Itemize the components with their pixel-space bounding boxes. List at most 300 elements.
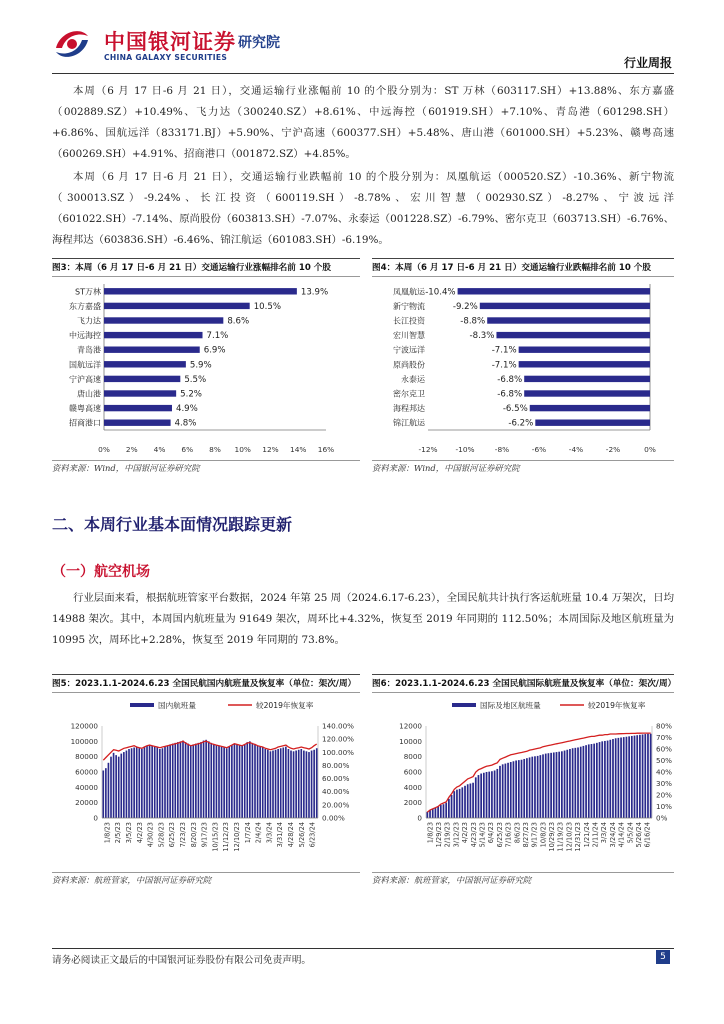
bar-30: [177, 742, 179, 818]
category-label: 宁波远洋: [393, 345, 425, 355]
bar-3: [432, 809, 434, 818]
fig4-source: 资料来源：Wind，中国银河证券研究院: [372, 463, 520, 473]
x-tick-label: 8%: [209, 445, 221, 454]
x-tick-label: -2%: [605, 445, 621, 454]
bar-6: [440, 805, 442, 818]
fig3-bottom-rule: [52, 460, 360, 461]
bar-53: [566, 750, 568, 818]
bar-19: [149, 745, 151, 818]
bar-2: [480, 303, 650, 309]
bar-48: [553, 752, 555, 818]
x-tick-label: 5/28/23: [157, 822, 166, 848]
bar-46: [218, 746, 220, 818]
data-label: -6.5%: [502, 404, 528, 415]
x-tick-label: 1/7/24: [243, 822, 252, 844]
x-tick-label: 3/12/23: [452, 821, 461, 848]
y-left-tick-label: 60000: [75, 767, 98, 777]
bar-17: [470, 784, 472, 819]
bar-3: [108, 763, 110, 818]
bar-7: [443, 804, 445, 818]
x-tick-label: 3/3/24: [265, 822, 274, 844]
bar-23: [486, 772, 488, 818]
x-tick-label: 6/23/24: [308, 822, 317, 848]
bar-13: [133, 747, 135, 818]
brand-logo: [50, 22, 350, 66]
data-label: -9.2%: [452, 301, 478, 312]
data-label: -7.1%: [491, 360, 517, 371]
bar-64: [264, 749, 266, 818]
x-tick-label: 10%: [234, 445, 251, 454]
x-tick-label: 4/14/24: [617, 822, 626, 848]
bar-32: [510, 762, 512, 818]
y-left-tick-label: 10000: [399, 736, 422, 746]
x-tick-label: 5/5/24: [626, 822, 635, 844]
bar-40: [203, 741, 205, 818]
bar-61: [588, 744, 590, 818]
y-left-tick-label: 20000: [75, 798, 98, 808]
bar-73: [620, 738, 622, 819]
category-label: 宏川智慧: [393, 331, 425, 341]
legend-label-bars: 国际及地区航班量: [480, 701, 541, 710]
bar-14: [461, 787, 463, 818]
category-label: 青岛港: [77, 345, 101, 355]
y-right-tick-label: 80.00%: [322, 760, 350, 770]
y-left-tick-label: 0: [417, 813, 422, 823]
x-tick-label: 3/24/24: [608, 822, 617, 848]
bar-37: [195, 744, 197, 818]
data-label: 8.6%: [227, 316, 250, 327]
bar-22: [156, 747, 158, 818]
bar-37: [523, 759, 525, 818]
fig6-title: 图6：2023.1.1-2024.6.23 全国民航国际航班量及恢复率（单位：架次/周）: [372, 679, 677, 689]
bar-43: [210, 743, 212, 818]
y-right-tick-label: 100.00%: [322, 747, 354, 757]
bar-22: [483, 773, 485, 818]
bar-11: [128, 749, 130, 818]
bar-63: [593, 744, 595, 818]
bar-66: [601, 741, 603, 818]
bar-9: [448, 799, 450, 818]
x-tick-label: 4/2/23: [461, 821, 470, 844]
x-tick-label: 12%: [262, 445, 279, 454]
fig4-title-rule: [372, 276, 674, 277]
fig5-title-rule: [52, 692, 360, 693]
bar-32: [182, 741, 184, 818]
bar-1: [102, 770, 104, 818]
bar-62: [259, 747, 261, 818]
x-tick-label: 6/25/23: [168, 822, 177, 848]
bar-63: [262, 747, 264, 818]
logo-english: CHINA GALAXY SECURITIES: [104, 53, 228, 62]
data-label: -7.1%: [491, 345, 517, 356]
bar-6: [104, 361, 186, 367]
bar-75: [626, 737, 628, 818]
bar-52: [234, 744, 236, 818]
bar-84: [650, 734, 652, 818]
bar-3: [487, 317, 650, 323]
bar-26: [494, 770, 496, 818]
bar-45: [545, 754, 547, 818]
bar-24: [162, 748, 164, 818]
y-left-tick-label: 100000: [70, 736, 98, 746]
fig3-title: 图3：本周（6 月 17 日-6 月 21 日）交通运输行业涨幅排名前 10 个股: [52, 263, 331, 273]
category-label: 凤凰航运: [393, 287, 425, 297]
x-tick-label: 4/2/23: [135, 822, 144, 844]
x-tick-label: 0%: [644, 445, 656, 454]
y-right-tick-label: 80%: [656, 721, 672, 731]
bar-35: [518, 760, 520, 818]
bar-72: [285, 747, 287, 818]
y-right-tick-label: 0%: [656, 813, 668, 823]
bar-23: [159, 749, 161, 818]
category-label: 飞力达: [77, 316, 101, 326]
bar-27: [169, 744, 171, 818]
category-label: 永泰运: [401, 374, 425, 384]
logo-chinese: 中国银河证券: [104, 30, 236, 54]
x-tick-label: 8/20/23: [189, 822, 198, 848]
bar-65: [267, 750, 269, 818]
bar-31: [180, 741, 182, 818]
footer-disclaimer: 请务必阅读正文最后的中国银河证券股份有限公司免责声明。: [52, 955, 312, 966]
data-label: -10.4%: [425, 287, 456, 298]
fig4-bottom-rule: [372, 460, 674, 461]
category-label: ST万林: [75, 287, 101, 297]
x-tick-label: 6/4/23: [487, 822, 496, 844]
paragraph-top-gainers: 本周（6 月 17 日-6 月 21 日），交通运输行业涨幅前 10 的个股分别为：ST 万林（603117.SH）+13.88%、东方嘉盛（002889.SZ）+10.49%、飞力达（300240.SZ）+8.61%、中远海控（601919.SH）+7.10%、青岛港（601298.SH）+6.86%、国航远洋（833171.BJ）+5.90%、宁沪高速（600377.SH）+5.48%、唐山港（601000.SH）+5.23%、赣粤高速（600269.SH）+4.91%、招商港口（001872.SZ）+4.85%。: [52, 85, 674, 160]
x-tick-label: 12/31/23: [574, 821, 583, 852]
bar-45: [216, 745, 218, 818]
bar-64: [596, 743, 598, 818]
bar-25: [164, 747, 166, 818]
bar-5: [104, 347, 200, 353]
bar-21: [154, 747, 156, 818]
x-tick-label: 10/15/23: [211, 822, 220, 852]
bar-74: [623, 737, 625, 818]
bar-76: [628, 736, 630, 818]
fig6-bottom-rule: [372, 872, 674, 873]
x-tick-label: 10/29/23: [548, 821, 556, 852]
category-label: 锦江航运: [393, 418, 425, 428]
bar-38: [526, 758, 528, 818]
x-tick-label: 5/26/24: [297, 822, 306, 848]
y-right-tick-label: 30%: [656, 779, 672, 788]
bar-59: [252, 743, 254, 818]
bar-36: [192, 744, 194, 818]
bar-18: [472, 783, 474, 818]
bar-28: [499, 766, 501, 818]
bar-74: [290, 751, 292, 818]
bar-5: [519, 347, 650, 353]
bar-5: [113, 753, 115, 818]
bar-21: [480, 774, 482, 818]
x-tick-label: 0%: [98, 445, 110, 454]
fig4-chart: [374, 280, 674, 460]
category-label: 宁沪高速: [69, 374, 101, 384]
fig6-chart: [372, 696, 674, 870]
bar-7: [524, 376, 650, 382]
x-tick-label: 3/3/24: [600, 822, 609, 844]
bar-4: [496, 332, 650, 338]
y-left-tick-label: 12000: [399, 721, 422, 731]
header-rule: [52, 73, 674, 74]
bar-82: [311, 751, 313, 818]
data-label: 10.5%: [253, 301, 281, 312]
bar-6: [519, 361, 650, 367]
x-tick-label: 11/12/23: [222, 822, 231, 852]
bar-75: [293, 751, 295, 818]
x-tick-label: 4/23/23: [469, 821, 478, 848]
y-left-tick-label: 4000: [403, 782, 422, 792]
bar-46: [548, 753, 550, 818]
paragraph-aviation: 行业层面来看，根据航班管家平台数据，2024 年第 25 周（2024.6.17-6.23），全国民航共计执行客运航班量 10.4 万架次，日均 14988 架次。其中，本周国内航班量为 91649 架次，周环比+4.32%，恢复至 2019 年同期的 112.50%；本周国际及地区航班量为 10995 次，周环比+2.28%，恢复至 2019 年同期的 73.8%。: [52, 592, 674, 646]
bar-55: [241, 746, 243, 818]
bar-13: [459, 789, 461, 818]
y-left-tick-label: 40000: [75, 782, 98, 792]
bar-10: [535, 420, 650, 426]
bar-70: [280, 748, 282, 818]
bar-44: [542, 754, 544, 818]
bar-20: [478, 775, 480, 818]
bar-53: [236, 744, 238, 818]
data-label: 4.8%: [174, 418, 197, 429]
bar-2: [105, 768, 107, 818]
y-left-tick-label: 0: [93, 813, 98, 823]
bar-68: [275, 750, 277, 818]
bar-70: [612, 739, 614, 818]
bar-50: [558, 752, 560, 818]
bar-34: [187, 744, 189, 818]
bar-27: [496, 769, 498, 818]
bar-25: [491, 771, 493, 818]
data-label: 6.9%: [203, 345, 226, 356]
x-tick-label: -8%: [494, 445, 510, 454]
data-label: 13.9%: [300, 287, 329, 298]
x-tick-label: 9/17/23: [530, 822, 539, 848]
bar-77: [298, 750, 300, 818]
bar-71: [282, 747, 284, 818]
bar-44: [213, 744, 215, 818]
bar-9: [123, 752, 125, 818]
bar-84: [316, 748, 318, 818]
x-tick-label: 8/27/23: [522, 822, 530, 848]
fig5-bottom-rule: [52, 872, 360, 873]
data-label: -6.8%: [497, 374, 523, 385]
bar-16: [467, 784, 469, 818]
data-label: -8.3%: [469, 331, 495, 342]
bar-10: [451, 795, 453, 818]
bar-36: [521, 760, 523, 818]
bar-57: [577, 747, 579, 818]
bar-15: [138, 748, 140, 818]
bar-8: [104, 390, 176, 396]
fig5-title: 图5：2023.1.1-2024.6.23 全国民航国内航班量及恢复率（单位：架次/周）: [52, 679, 357, 689]
y-right-tick-label: 70%: [656, 733, 672, 742]
bar-52: [564, 751, 566, 818]
bar-42: [537, 756, 539, 818]
bar-29: [502, 764, 504, 818]
x-tick-label: -10%: [455, 445, 475, 454]
section-heading: 二、本周行业基本面情况跟踪更新: [52, 515, 293, 534]
footer-rule: [52, 948, 674, 949]
bar-49: [556, 752, 558, 818]
x-tick-label: 2/19/23: [443, 821, 452, 848]
x-tick-label: 7/23/23: [179, 822, 187, 848]
bar-60: [585, 745, 587, 818]
x-tick-label: 2/5/23: [114, 822, 123, 844]
legend-label-line: 较2019年恢复率: [256, 701, 314, 710]
fig4-title: 图4：本周（6 月 17 日-6 月 21 日）交通运输行业跌幅排名前 10 个股: [372, 263, 651, 273]
category-label: 长江投资: [393, 316, 425, 326]
category-label: 赣粤高速: [69, 404, 101, 414]
bar-57: [246, 742, 248, 818]
bar-4: [110, 757, 112, 818]
bar-4: [104, 332, 203, 338]
galaxy-logo-icon: [50, 22, 94, 66]
bar-1: [104, 288, 297, 294]
category-label: 唐山港: [77, 389, 101, 399]
category-label: 东方嘉盛: [69, 301, 101, 311]
x-tick-label: 2/11/24: [591, 822, 600, 848]
bar-50: [228, 747, 230, 818]
bar-9: [104, 405, 172, 411]
x-tick-label: 4/28/24: [287, 822, 295, 848]
bar-12: [131, 748, 133, 818]
x-tick-label: 3/31/24: [276, 822, 285, 848]
x-tick-label: 4%: [153, 445, 166, 454]
bar-24: [488, 772, 490, 818]
x-tick-label: 14%: [290, 445, 307, 454]
bar-40: [531, 757, 533, 818]
fig3-top-rule: [52, 258, 360, 259]
bar-26: [167, 746, 169, 818]
subsection-heading: （一）航空机场: [52, 564, 150, 580]
page-number: 5: [656, 950, 670, 964]
bar-35: [190, 745, 192, 818]
bar-56: [574, 748, 576, 818]
x-tick-label: 5/26/24: [635, 822, 643, 848]
bar-83: [313, 750, 315, 818]
category-label: 中远海控: [69, 331, 101, 341]
bar-81: [308, 752, 310, 818]
bar-69: [277, 749, 279, 818]
bar-17: [144, 747, 146, 818]
x-tick-label: 8/6/23: [513, 822, 522, 844]
fig5-source: 资料来源：航班管家，中国银河证券研究院: [52, 875, 212, 885]
x-tick-label: 12/10/23: [233, 822, 241, 852]
bar-39: [200, 742, 202, 818]
y-right-tick-label: 20%: [656, 790, 672, 800]
category-label: 招商港口: [69, 418, 101, 428]
bar-71: [615, 738, 617, 818]
y-right-tick-label: 60%: [656, 744, 672, 754]
y-right-tick-label: 40%: [656, 767, 672, 777]
x-tick-label: 9/17/23: [200, 822, 209, 848]
report-type: 行业周报: [623, 56, 672, 70]
x-tick-label: 6%: [181, 445, 194, 454]
bar-5: [437, 807, 439, 819]
bar-8: [120, 754, 122, 818]
bar-2: [429, 810, 431, 818]
x-tick-label: 12/10/23: [565, 821, 574, 852]
bar-3: [104, 317, 223, 323]
bar-48: [223, 747, 225, 818]
x-tick-label: 4/30/23: [146, 822, 155, 848]
bar-80: [639, 735, 641, 818]
y-right-tick-label: 40.00%: [322, 787, 350, 797]
bar-60: [254, 744, 256, 818]
data-label: 7.1%: [206, 331, 229, 342]
logo-institute: 研究院: [238, 35, 280, 51]
fig3-title-rule: [52, 276, 360, 277]
y-right-tick-label: 20.00%: [322, 800, 350, 810]
bar-56: [244, 744, 246, 818]
data-label: 5.2%: [180, 389, 202, 400]
x-tick-label: 1/21/24: [582, 821, 591, 848]
x-tick-label: 5/14/23: [478, 822, 487, 848]
bar-8: [524, 390, 650, 396]
data-label: 4.9%: [175, 404, 198, 415]
bar-79: [636, 735, 638, 818]
bar-4: [435, 808, 437, 818]
x-tick-label: 1/8/23: [426, 821, 435, 844]
bar-58: [249, 741, 251, 818]
x-tick-label: 7/16/23: [504, 822, 513, 848]
bar-68: [607, 741, 609, 818]
x-tick-label: 6/16/24: [643, 822, 652, 848]
bar-7: [118, 757, 120, 818]
bar-67: [272, 751, 274, 818]
bar-67: [604, 741, 606, 818]
fig5-chart: [52, 696, 360, 870]
bar-54: [239, 745, 241, 818]
bar-83: [647, 734, 649, 818]
category-label: 密尔克卫: [393, 389, 425, 399]
bar-29: [174, 743, 176, 818]
fig6-title-rule: [372, 692, 674, 693]
bar-7: [104, 376, 180, 382]
bar-80: [306, 751, 308, 818]
x-tick-label: 10/8/23: [539, 821, 548, 848]
bar-1: [458, 288, 650, 294]
bar-58: [580, 747, 582, 818]
y-left-tick-label: 80000: [75, 752, 98, 762]
x-tick-label: -12%: [418, 445, 438, 454]
recovery-rate-line: [427, 733, 650, 812]
legend-label-bars: 国内航班量: [158, 701, 196, 710]
bar-9: [530, 405, 650, 411]
x-tick-label: 1/8/23: [103, 822, 112, 844]
bar-11: [453, 791, 455, 818]
bar-54: [569, 749, 571, 818]
x-tick-label: 11/19/23: [556, 821, 565, 852]
x-tick-label: 1/29/23: [435, 821, 443, 848]
bar-77: [631, 736, 633, 818]
bar-12: [456, 790, 458, 818]
x-tick-label: -4%: [568, 445, 584, 454]
bar-41: [205, 740, 207, 818]
fig4-top-rule: [372, 258, 674, 259]
category-label: 国航远洋: [69, 360, 101, 370]
bar-1: [426, 812, 428, 818]
fig6-top-rule: [372, 674, 674, 675]
y-left-tick-label: 2000: [403, 798, 422, 808]
x-tick-label: 3/5/23: [125, 822, 133, 844]
bar-43: [539, 755, 541, 818]
y-right-tick-label: 140.00%: [322, 721, 354, 731]
y-right-tick-label: 60.00%: [322, 774, 350, 784]
bar-33: [513, 761, 515, 818]
fig5-top-rule: [52, 674, 360, 675]
